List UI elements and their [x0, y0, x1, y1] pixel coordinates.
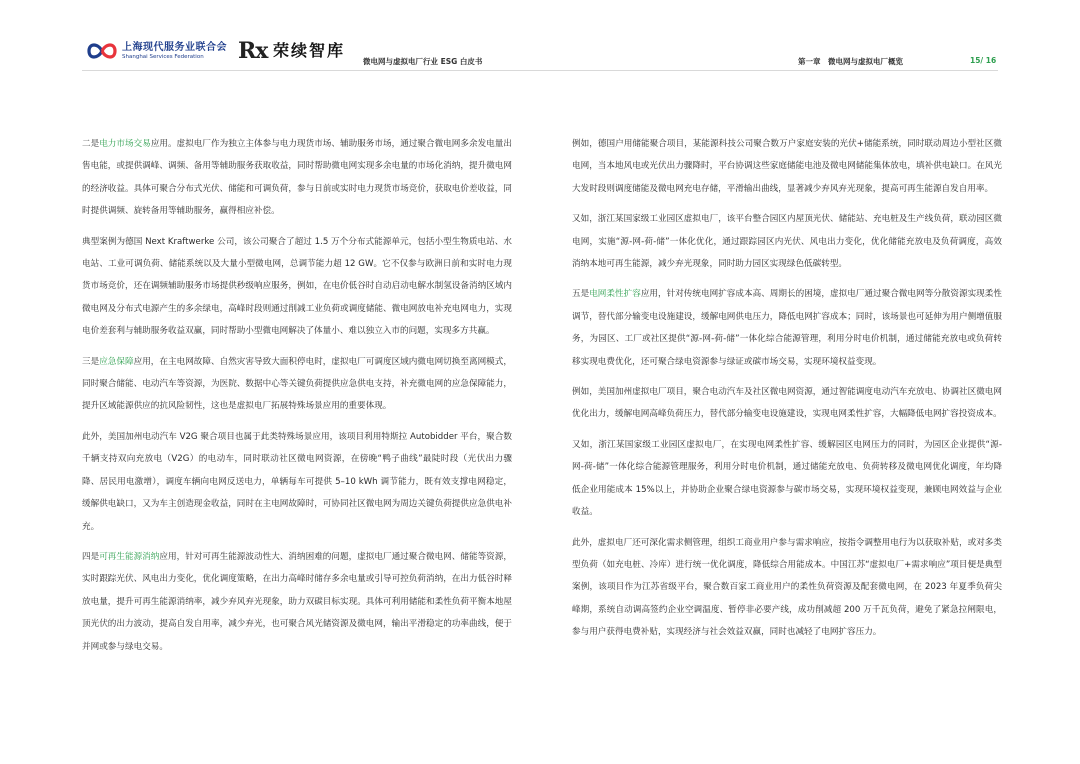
paragraph-german-storage-case: 例如，德国户用储能聚合项目，某能源科技公司聚合数万户家庭安装的光伏+储能系统，同时联动周边小型社区微电网，当本地风电或光伏出力骤降时，平台协调这些家庭储能电池及微电网储能集体放电，填补供电缺口。在风光大发时段则调度储能及微电网充电存储，平滑输出曲线，显著减少弃风弃光现象，提高可再生能源自发自用率。: [572, 139, 1002, 194]
right-column: [572, 133, 1002, 652]
document-title: 微电网与虚拟电厂行业 ESG 白皮书: [363, 57, 483, 66]
federation-name-en: Shanghai Services Federation: [122, 54, 204, 60]
highlight-term: 可再生能源消纳: [99, 551, 160, 562]
paragraph-market-trading: 二是电力市场交易应用。虚拟电厂作为独立主体参与电力现货市场、辅助服务市场，通过聚合微电网多余发电量出售电能，或提供调峰、调频、备用等辅助服务获取收益，同时帮助微电网实现多余电量的市场化消纳，提升微电网的经济收益。具体可聚合分布式光伏、储能和可调负荷，参与日前或实时电力现货市场竞价，获取电价差收益，同时提供调频、旋转备用等辅助服务，赢得相应补偿。: [82, 139, 512, 217]
highlight-term: 电网柔性扩容: [589, 289, 641, 300]
paragraph-grid-flexible-expansion: 五是电网柔性扩容应用，针对传统电网扩容成本高、周期长的困境，虚拟电厂通过聚合微电网等分散资源实现柔性调节，替代部分输变电设施建设，缓解电网供电压力，降低电网扩容成本；同时，该场景也可延伸为用户侧增值服务，为园区、工厂或社区提供“源-网-荷-储”一体化综合能源管理，利用分时电价机制，通过储能充放电或负荷转移实现电费优化，还可聚合绿电资源参与绿证或碳市场交易，实现环境权益变现。: [572, 289, 1002, 367]
federation-logo-icon: [86, 40, 118, 62]
brand-mark-icon: Rx: [238, 38, 268, 64]
paragraph-next-kraftwerke-case: 典型案例为德国 Next Kraftwerke 公司，该公司聚合了超过 1.5 万个分布式能源单元，包括小型生物质电站、水电站、工业可调负荷、储能系统以及大量小型微电网，总调节能力超 12 GW。它不仅参与欧洲日前和实时电力现货市场竞价，还在调频辅助服务市场提供秒级响应服务，例如，在电价低谷时自动启动电解水制氢设备消纳区域内微电网及分布式电源产生的多余绿电，高峰时段则通过削减工业负荷或调度储能、微电网放电补充电网电力，实现电价差套利与辅助服务收益双赢，同时帮助小型微电网解决了体量小、难以独立入市的问题，实现多方共赢。: [82, 236, 512, 337]
paragraph-zhejiang-energy-mgmt-case: 又如，浙江某国家级工业园区虚拟电厂，在实现电网柔性扩容、缓解园区电网压力的同时，为园区企业提供“源-网-荷-储”一体化综合能源管理服务，利用分时电价机制，通过储能充放电、负荷转移及微电网优化调度，年均降低企业用能成本 15%以上，并协助企业聚合绿电资源参与碳市场交易，实现环境权益变现，兼顾电网效益与企业收益。: [572, 439, 1002, 518]
page-number: 15/ 16: [970, 56, 997, 65]
federation-name: [122, 42, 227, 61]
paragraph-california-case: 例如，美国加州虚拟电厂项目，聚合电动汽车及社区微电网资源，通过智能调度电动汽车充放电、协调社区微电网优化出力，缓解电网高峰负荷压力，替代部分输变电设施建设，实现电网柔性扩容，大幅降低电网扩容投资成本。: [572, 387, 1002, 420]
federation-name-cn: 上海现代服务业联合会: [122, 42, 227, 53]
brand-name: 荣续智库: [273, 41, 346, 60]
page-header: [0, 0, 1080, 80]
paragraph-zhejiang-park-case: 又如，浙江某国家级工业园区虚拟电厂，该平台整合园区内屋顶光伏、储能站、充电桩及生产线负荷，联动园区微电网，实施“源-网-荷-储”一体化优化，通过跟踪园区内光伏、风电出力变化，优化储能充放电及负荷调度，高效消纳本地可再生能源，减少弃光现象，同时助力园区实现绿色低碳转型。: [572, 214, 1002, 270]
paragraph-renewable-consumption: 四是可再生能源消纳应用，针对可再生能源波动性大、消纳困难的问题，虚拟电厂通过聚合微电网、储能等资源，实时跟踪光伏、风电出力变化，优化调度策略，在出力高峰时储存多余电量或引导可控负荷消纳，在出力低谷时释放电量，提升可再生能源消纳率，减少弃风弃光现象，助力双碳目标实现。具体可利用储能和柔性负荷平衡本地屋顶光伏的出力波动，提高自发自用率，减少弃光，也可聚合风光储资源及微电网，输出平滑稳定的功率曲线，便于并网或参与绿电交易。: [82, 551, 512, 652]
chapter-title: 第一章 微电网与虚拟电厂概览: [798, 57, 903, 66]
highlight-term: 电力市场交易: [99, 139, 151, 149]
highlight-term: 应急保障: [99, 356, 134, 367]
paragraph-jiangsu-demand-response: 此外，虚拟电厂还可深化需求侧管理，组织工商业用户参与需求响应，按指令调整用电行为以获取补贴，或对多类型负荷（如充电桩、冷库）进行统一优化调度，降低综合用能成本。中国江苏“虚拟电厂+需求响应”项目便是典型案例，该项目作为江苏省级平台，聚合数百家工商业用户的柔性负荷资源及配套微电网，在 2023 年夏季负荷尖峰期，系统自动调高签约企业空调温度、暂停非必要产线，成功削减超 200 万千瓦负荷，避免了紧急拉闸限电，参与用户获得电费补贴，实现经济与社会效益双赢，同时也减轻了电网扩容压力。: [572, 537, 1002, 638]
paragraph-emergency-support: 三是应急保障应用，在主电网故障、自然灾害导致大面积停电时，虚拟电厂可调度区域内微电网切换至离网模式，同时聚合储能、电动汽车等资源，为医院、数据中心等关键负荷提供应急供电支持，补充微电网的应急保障能力，提升区域能源供应的抗风险韧性，这也是虚拟电厂拓展特殊场景应用的重要体现。: [82, 356, 512, 412]
paragraph-v2g-case: 此外，美国加州电动汽车 V2G 聚合项目也属于此类特殊场景应用，该项目利用特斯拉 Autobidder 平台，聚合数千辆支持双向充放电（V2G）的电动车，同时联动社区微电网资源，在傍晚“鸭子曲线”最陡时段（光伏出力骤降、居民用电激增），调度车辆向电网反送电力，单辆每车可提供 5–10 kWh 调节能力，既有效支撑电网稳定，缓解供电缺口，又为车主创造现金收益，同时在主电网故障时，可协同社区微电网为周边关键负荷提供应急供电补充。: [82, 431, 512, 532]
left-column: [82, 133, 512, 666]
header-divider: [82, 70, 998, 71]
